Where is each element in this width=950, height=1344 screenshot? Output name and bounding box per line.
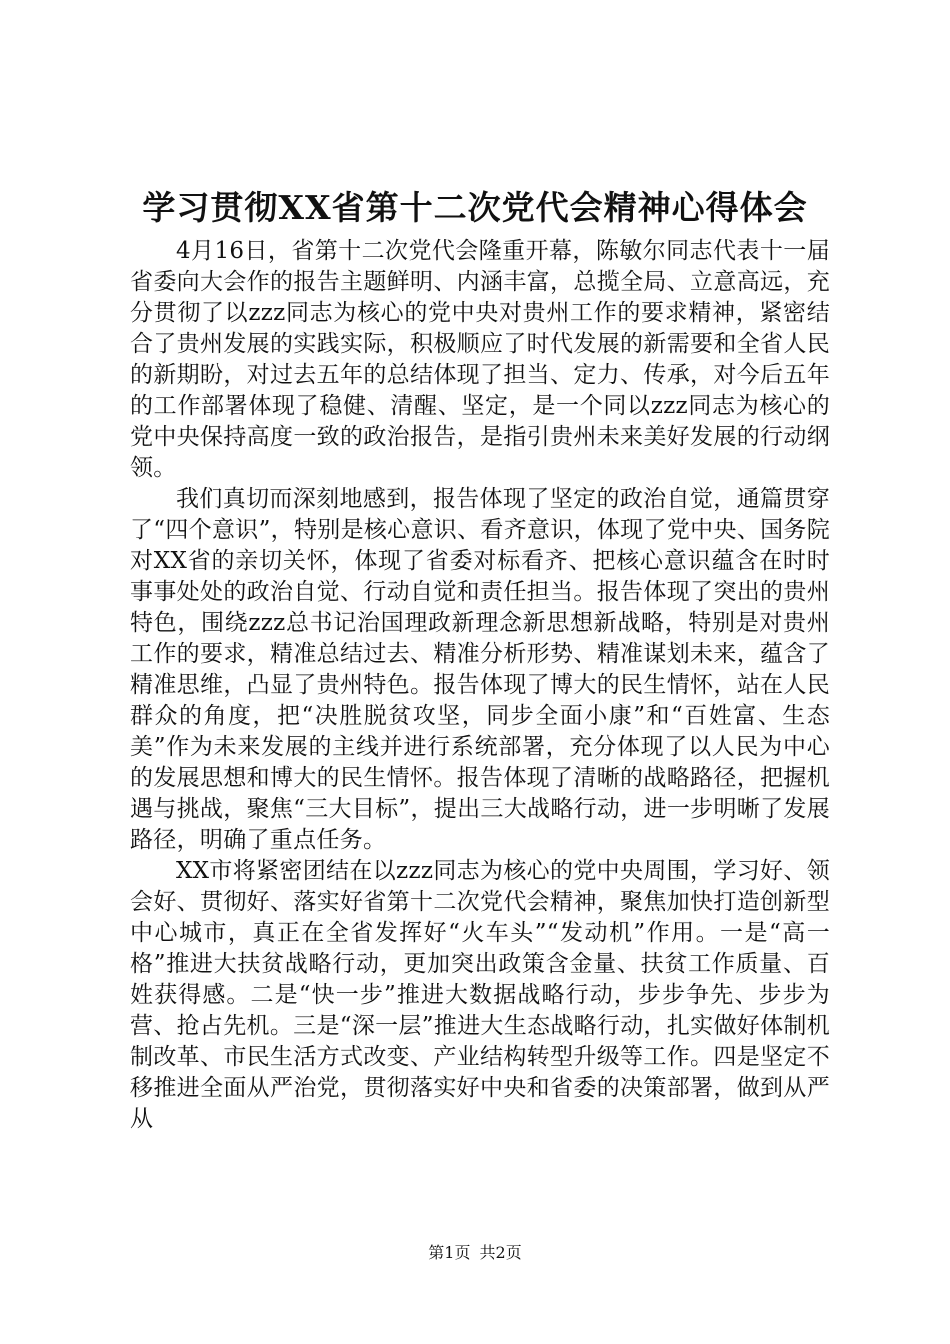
page-number: 第1页 (428, 1243, 471, 1262)
paragraph-3: XX市将紧密团结在以zzz同志为核心的党中央周围，学习好、领会好、贯彻好、落实好省第十二次党代会精神，聚焦加快打造创新型中心城市，真正在全省发挥好“火车头”“发动机”作用。一是“高一格”推进大扶贫战略行动，更加突出政策含金量、扶贫工作质量、百姓获得感。二是“快一步”推进大数据战略行动，步步争先、步步为营、抢占先机。三是“深一层”推进大生态战略行动，扎实做好体制机制改革、市民生活方式改变、产业结构转型升级等工作。四是坚定不移推进全面从严治党，贯彻落实好中央和省委的决策部署，做到从严从 (130, 858, 830, 1132)
page-total: 共2页 (479, 1243, 522, 1262)
page-footer (0, 1241, 950, 1265)
document-title: 学习贯彻XX省第十二次党代会精神心得体会 (142, 188, 808, 227)
paragraph-1: 4月16日，省第十二次党代会隆重开幕，陈敏尔同志代表十一届省委向大会作的报告主题鲜明、内涵丰富，总揽全局、立意高远，充分贯彻了以zzz同志为核心的党中央对贵州工作的要求精神，紧密结合了贵州发展的实践实际，积极顺应了时代发展的新需要和全省人民的新期盼，对过去五年的总结体现了担当、定力、传承，对今后五年的工作部署体现了稳健、清醒、坚定，是一个同以zzz同志为核心的党中央保持高度一致的政治报告，是指引贵州未来美好发展的行动纲领。 (130, 238, 830, 481)
paragraph-2: 我们真切而深刻地感到，报告体现了坚定的政治自觉，通篇贯穿了“四个意识”，特别是核心意识、看齐意识，体现了党中央、国务院对XX省的亲切关怀，体现了省委对标看齐、把核心意识蕴含在时时事事处处的政治自觉、行动自觉和责任担当。报告体现了突出的贵州特色，围绕zzz总书记治国理政新理念新思想新战略，特别是对贵州工作的要求，精准总结过去、精准分析形势、精准谋划未来，蕴含了精准思维，凸显了贵州特色。报告体现了博大的民生情怀，站在人民群众的角度，把“决胜脱贫攻坚，同步全面小康”和“百姓富、生态美”作为未来发展的主线并进行系统部署，充分体现了以人民为中心的发展思想和博大的民生情怀。报告体现了清晰的战略路径，把握机遇与挑战，聚焦“三大目标”，提出三大战略行动，进一步明晰了发展路径，明确了重点任务。 (130, 486, 830, 853)
document-body (130, 236, 830, 1135)
